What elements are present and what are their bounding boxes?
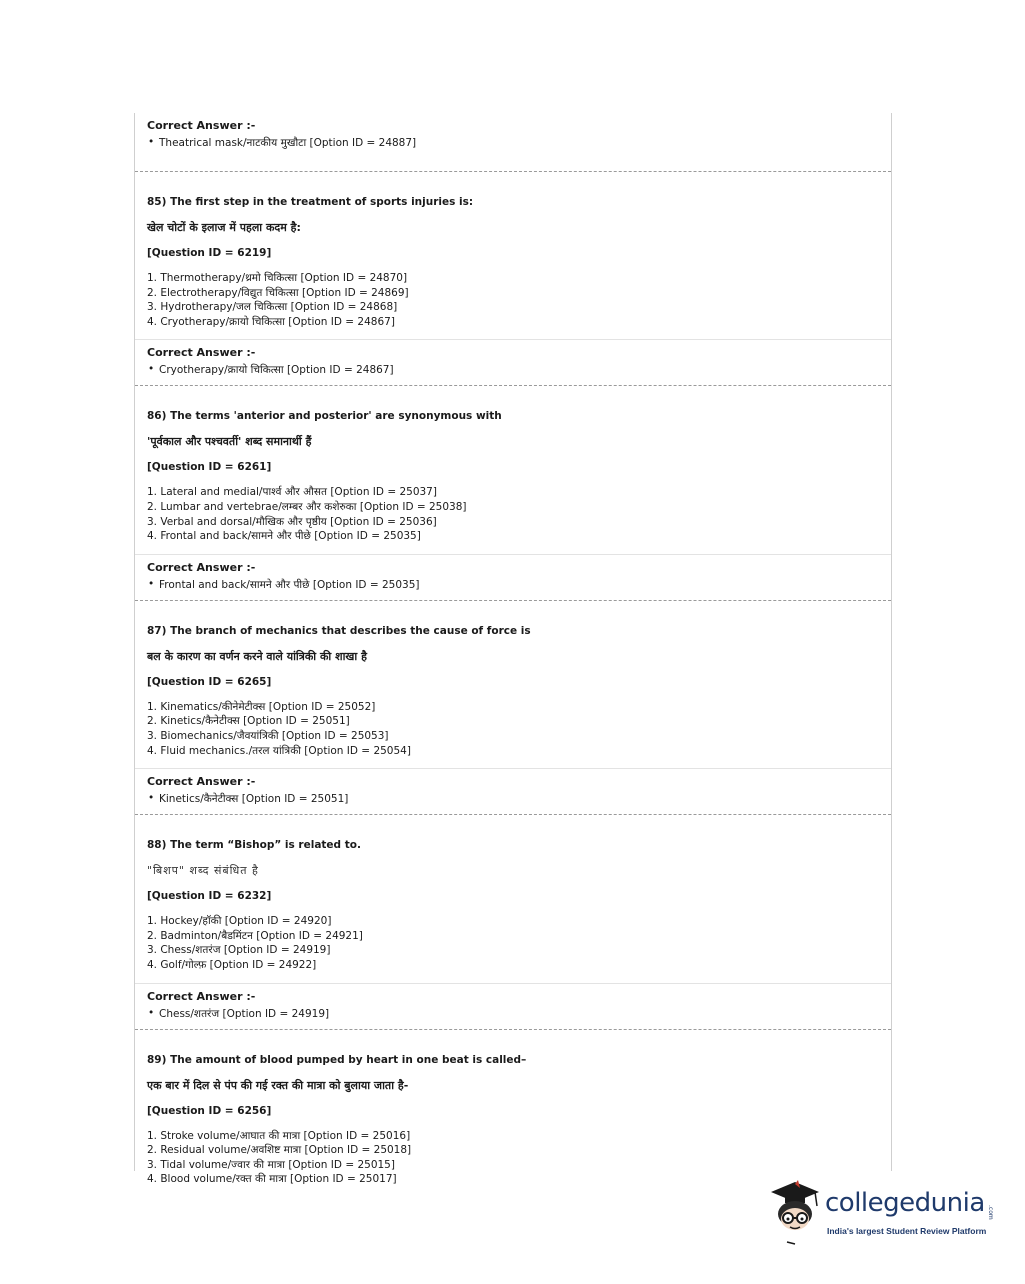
question-text: 85) The first step in the treatment of sports injuries is:	[147, 196, 474, 208]
option: 4. Cryotherapy/क्रायो चिकित्सा [Option ID = 24867]	[147, 315, 395, 328]
question-text: 87) The branch of mechanics that describes the cause of force is	[147, 624, 531, 637]
option-list	[147, 696, 879, 768]
correct-answer-88	[135, 984, 891, 1029]
option: 1. Stroke volume/आघात की मात्रा [Option ID = 25016]	[147, 1129, 411, 1142]
question-89	[135, 1030, 891, 1197]
option-list	[147, 481, 879, 553]
question-id: [Question ID = 6265]	[147, 675, 272, 688]
option: 3. Tidal volume/ज्वार की मात्रा [Option ID = 25015]	[147, 1158, 395, 1171]
option: 2. Kinetics/कैनेटीक्स [Option ID = 25051]	[147, 715, 350, 728]
question-id: [Question ID = 6219]	[147, 247, 272, 259]
question-text: 89) The amount of blood pumped by heart in one beat is called–	[147, 1053, 527, 1066]
question-87	[135, 601, 891, 768]
question-text-hindi: खेल चोटों के इलाज में पहला कदम है:	[147, 221, 301, 234]
logo-wordmark: collegedunia	[825, 1188, 985, 1218]
option: 1. Hockey/हॉकी [Option ID = 24920]	[147, 915, 332, 928]
answer-title: Correct Answer :-	[147, 560, 256, 574]
previous-correct-answer	[135, 113, 891, 171]
logo-tagline: India's largest Student Review Platform	[827, 1226, 987, 1236]
option-list	[147, 910, 879, 982]
answer-item: • Chess/शतरंज [Option ID = 24919]	[147, 1007, 879, 1021]
answer-title: Correct Answer :-	[147, 346, 256, 360]
question-88	[135, 815, 891, 982]
question-id: [Question ID = 6256]	[147, 1104, 272, 1117]
correct-answer-87	[135, 769, 891, 814]
question-text: 86) The terms 'anterior and posterior' are synonymous with	[147, 410, 502, 423]
option: 1. Kinematics/कीनेमेटीक्स [Option ID = 25052]	[147, 700, 376, 713]
option: 4. Fluid mechanics./तरल यांत्रिकी [Option ID = 25054]	[147, 744, 411, 757]
option: 2. Badminton/बैडमिंटन [Option ID = 24921]	[147, 929, 363, 942]
collegedunia-logo[interactable]	[765, 1178, 995, 1248]
option: 4. Blood volume/रक्त की मात्रा [Option ID = 25017]	[147, 1173, 397, 1186]
question-text: 88) The term “Bishop” is related to.	[147, 839, 361, 852]
option: 3. Biomechanics/जैवयांत्रिकी [Option ID = 25053]	[147, 729, 389, 742]
answer-item: • Frontal and back/सामने और पीछे [Option ID = 25035]	[147, 578, 879, 592]
question-text-hindi: "बिशप" शब्द संबंधित है	[147, 864, 259, 878]
correct-answer-86	[135, 555, 891, 600]
option: 2. Residual volume/अवशिष्ट मात्रा [Option ID = 25018]	[147, 1144, 412, 1157]
option: 2. Electrotherapy/विद्युत चिकित्सा [Option ID = 24869]	[147, 286, 409, 299]
option: 1. Thermotherapy/थ्रमो चिकित्सा [Option ID = 24870]	[147, 272, 408, 284]
question-id: [Question ID = 6261]	[147, 461, 272, 474]
option-list	[147, 267, 879, 339]
question-text-hindi: एक बार में दिल से पंप की गई रक्त की मात्रा को बुलाया जाता है-	[147, 1078, 409, 1092]
mascot-icon	[765, 1178, 825, 1248]
option: 4. Frontal and back/सामने और पीछे [Option ID = 25035]	[147, 530, 421, 543]
option: 3. Hydrotherapy/जल चिकित्सा [Option ID = 24868]	[147, 301, 398, 314]
question-86	[135, 386, 891, 553]
option: 4. Golf/गोल्फ़ [Option ID = 24922]	[147, 958, 317, 971]
option: 3. Chess/शतरंज [Option ID = 24919]	[147, 944, 331, 957]
answer-item: • Kinetics/कैनेटीक्स [Option ID = 25051]	[147, 792, 879, 806]
question-text-hindi: 'पूर्वकाल और पश्चवर्ती' शब्द समानार्थी हैं	[147, 435, 312, 449]
answer-title: Correct Answer :-	[147, 989, 256, 1003]
answer-title: Correct Answer :-	[147, 119, 256, 132]
answer-item: • Cryotherapy/क्रायो चिकित्सा [Option ID = 24867]	[147, 363, 879, 377]
logo-domain: .com	[987, 1205, 994, 1220]
question-id: [Question ID = 6232]	[147, 890, 272, 903]
correct-answer-85	[135, 340, 891, 385]
question-text-hindi: बल के कारण का वर्णन करने वाले यांत्रिकी की शाखा है	[147, 649, 367, 663]
option: 2. Lumbar and vertebrae/लम्बर और कशेरुका [Option ID = 25038]	[147, 500, 467, 513]
option: 1. Lateral and medial/पार्श्व और औसत [Option ID = 25037]	[147, 486, 437, 499]
question-85	[135, 172, 891, 339]
question-paper	[134, 113, 892, 1186]
answer-item: • Theatrical mask/नाटकीय मुखौटा [Option ID = 24887]	[147, 136, 879, 150]
answer-title: Correct Answer :-	[147, 775, 256, 789]
option: 3. Verbal and dorsal/मौखिक और पृष्ठीय [Option ID = 25036]	[147, 515, 437, 528]
